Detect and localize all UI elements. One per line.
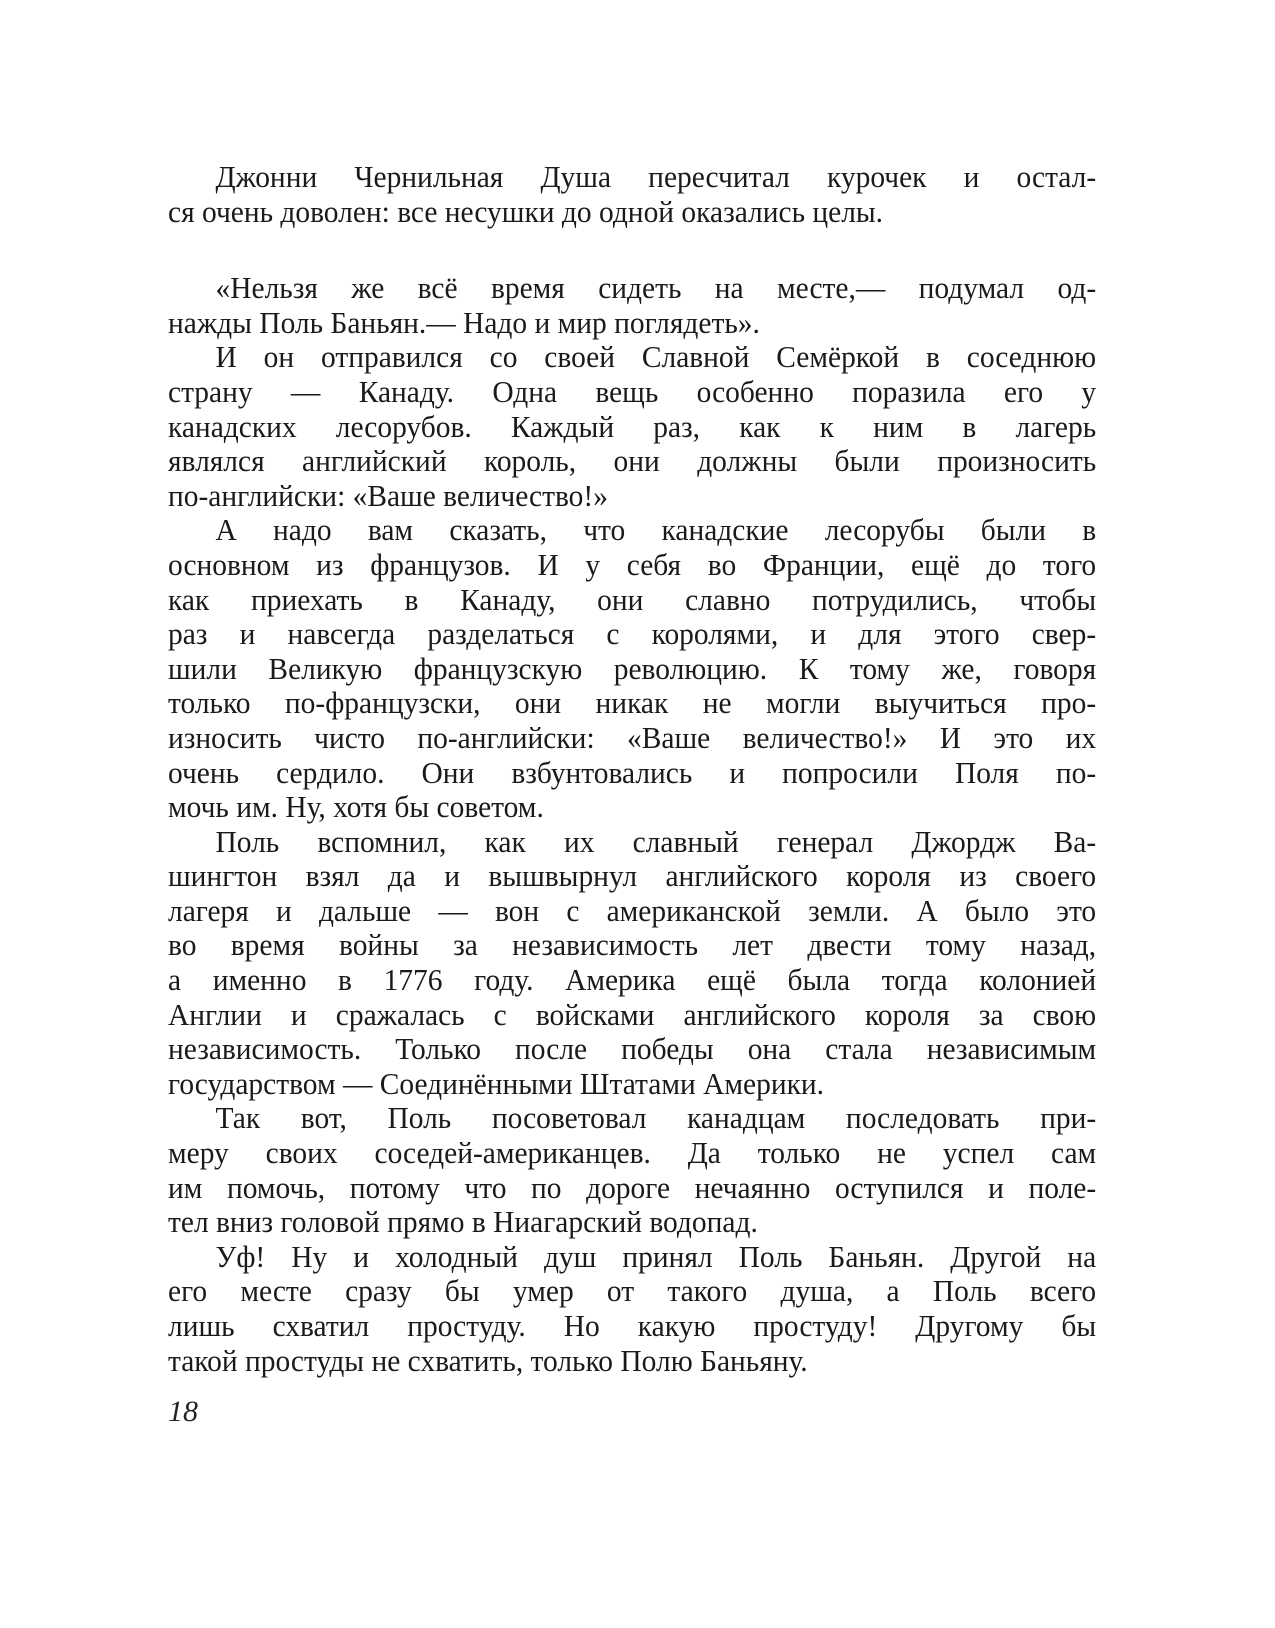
text-line: тел вниз головой прямо в Ниагарский водопад.: [168, 1204, 758, 1240]
text-line: а именно в 1776 году. Америка ещё была тогда колонией: [168, 962, 1097, 998]
text-line: «Нельзя же всё время сидеть на месте,— подумал од-: [215, 270, 1097, 306]
text-line: Уф! Ну и холодный душ принял Поль Баньян. Другой на: [215, 1238, 1097, 1274]
text-line: независимость. Только после победы она стала независимым: [168, 1031, 1097, 1067]
text-line: во время войны за независимость лет двести тому назад,: [168, 927, 1097, 963]
page-body: [168, 160, 1096, 1378]
text-line: основном из французов. И у себя во Франции, ещё до того: [168, 546, 1097, 582]
text-line: И он отправился со своей Славной Семёркой в соседнюю: [215, 339, 1097, 375]
paragraph: [168, 513, 1096, 824]
paragraph: [168, 160, 1096, 229]
text-line: Джонни Чернильная Душа пересчитал курочек и остал-: [215, 159, 1097, 194]
text-line: страну — Канаду. Одна вещь особенно поразила его у: [168, 373, 1097, 409]
text-line: шингтон взял да и вышвырнул английского короля из своего: [168, 858, 1097, 894]
paragraph: [168, 271, 1096, 340]
paragraph: [168, 340, 1096, 513]
text-line: лишь схватил простуду. Но какую простуду! Другому бы: [168, 1308, 1097, 1343]
text-line: Поль вспомнил, как их славный генерал Джордж Ва-: [215, 823, 1097, 859]
paragraph: [168, 1101, 1096, 1239]
text-line: его месте сразу бы умер от такого душа, а Поль всего: [168, 1273, 1097, 1309]
text-line: как приехать в Канаду, они славно потрудились, чтобы: [168, 581, 1097, 617]
text-line: нажды Поль Баньян.— Надо и мир поглядеть».: [168, 304, 760, 340]
text-line: А надо вам сказать, что канадские лесорубы были в: [215, 512, 1097, 548]
text-line: меру своих соседей-американцев. Да только не успел сам: [168, 1135, 1097, 1171]
text-line: лагеря и дальше — вон с американской земли. А было это: [168, 892, 1097, 928]
text-line: государством — Соединёнными Штатами Америки.: [168, 1065, 825, 1101]
text-line: такой простуды не схватить, только Полю Баньяну.: [168, 1342, 808, 1378]
text-line: Англии и сражалась с войсками английского короля за свою: [168, 996, 1097, 1032]
text-line: им помочь, потому что по дороге нечаянно оступился и поле-: [168, 1169, 1097, 1205]
text-line: мочь им. Ну, хотя бы советом.: [168, 789, 544, 825]
text-line: ся очень доволен: все несушки до одной оказались целы.: [168, 193, 884, 229]
text-line: износить чисто по-английски: «Ваше величество!» И это их: [168, 719, 1097, 755]
text-line: по-английски: «Ваше величество!»: [168, 477, 608, 513]
text-line: очень сердило. Они взбунтовались и попросили Поля по-: [168, 754, 1097, 790]
text-line: только по-французски, они никак не могли выучиться про-: [168, 685, 1097, 721]
text-line: раз и навсегда разделаться с королями, и для этого свер-: [168, 616, 1097, 652]
text-line: шили Великую французскую революцию. К тому же, говоря: [168, 650, 1097, 686]
page-number: 18: [168, 1395, 198, 1428]
text-line: являлся английский король, они должны были произносить: [168, 443, 1097, 479]
paragraph: [168, 1240, 1096, 1378]
section-break: [168, 229, 1096, 271]
paragraph: [168, 825, 1096, 1102]
text-line: канадских лесорубов. Каждый раз, как к ним в лагерь: [168, 408, 1097, 444]
text-line: Так вот, Поль посоветовал канадцам последовать при-: [215, 1100, 1097, 1136]
